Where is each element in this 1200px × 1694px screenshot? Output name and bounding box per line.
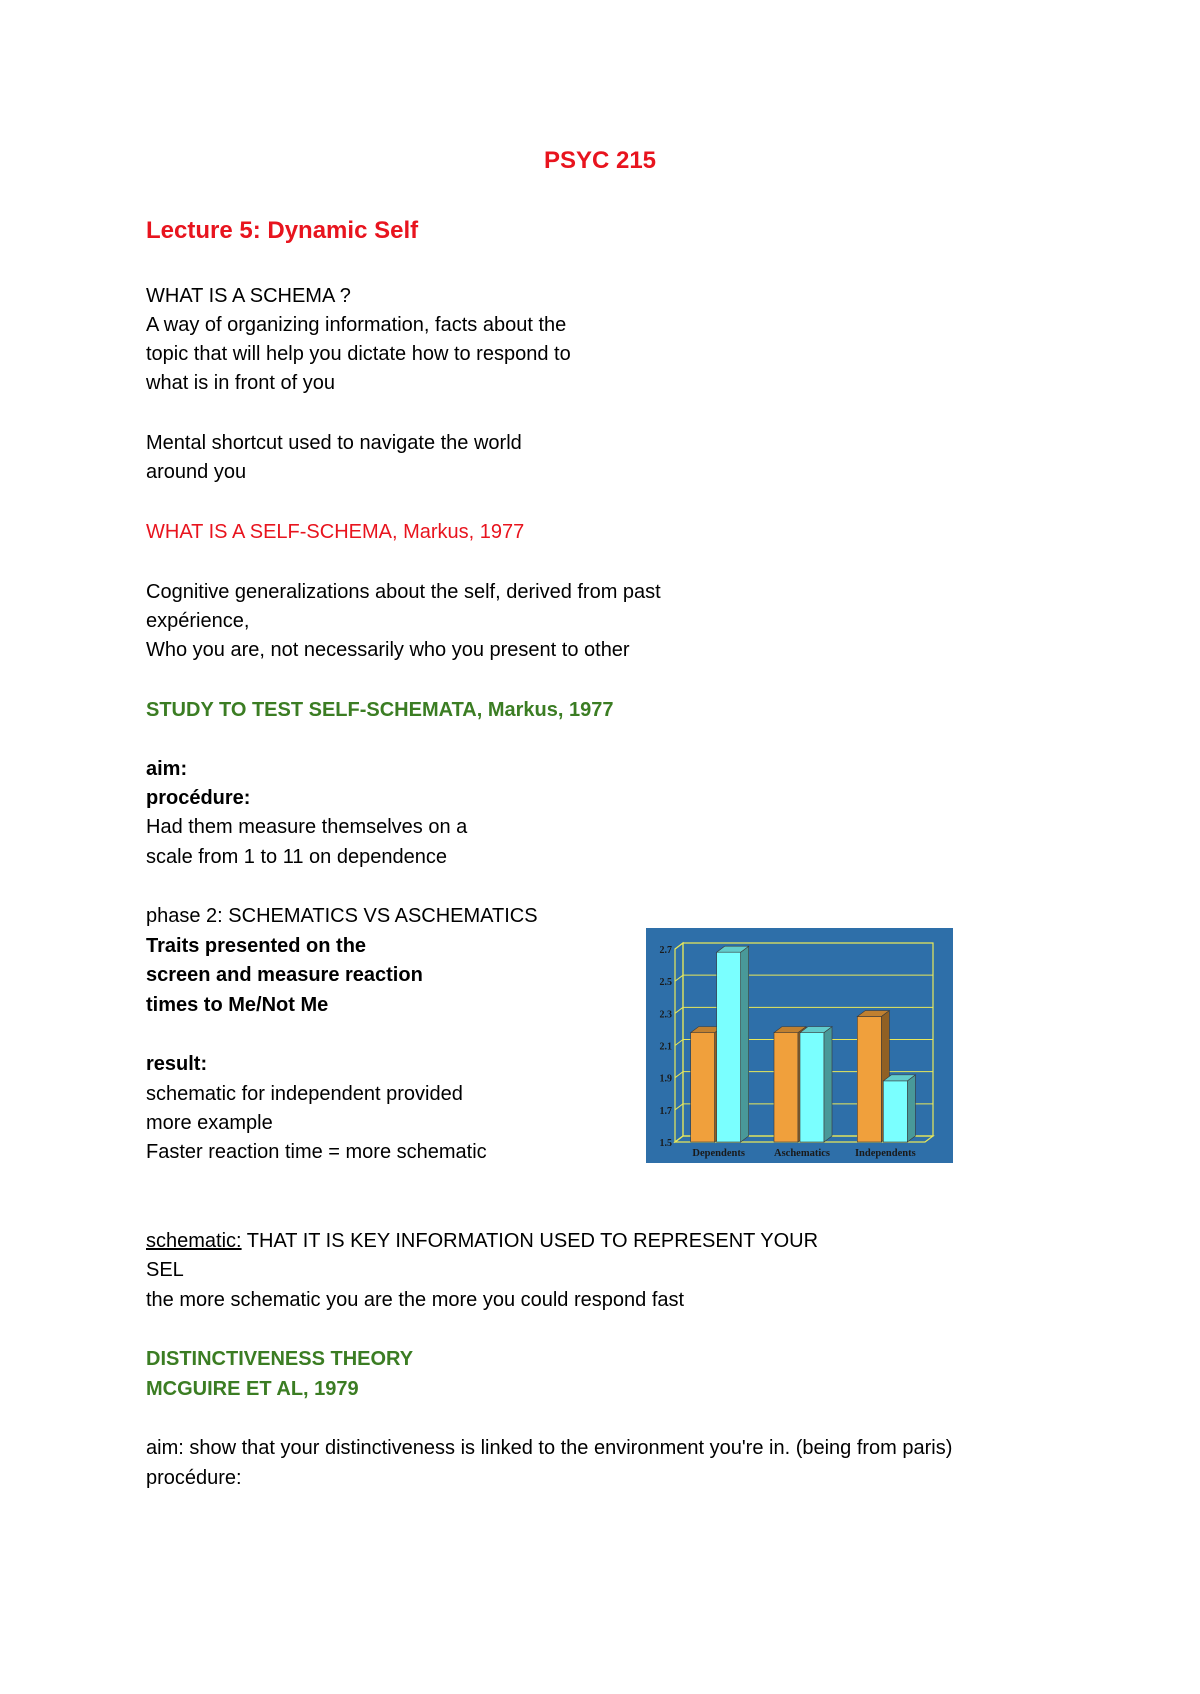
result-line: more example	[146, 1112, 273, 1134]
x-category-label: Aschematics	[774, 1148, 830, 1159]
bar-front-face	[691, 1033, 715, 1142]
schematic-line: the more schematic you are the more you could respond fast	[146, 1289, 685, 1311]
self-schema-line: Who you are, not necessarily who you present to other	[146, 639, 630, 661]
y-tick-label: 2.7	[659, 945, 672, 956]
result-line: schematic for independent provided	[146, 1083, 463, 1105]
bar-side-face	[907, 1075, 915, 1142]
distinctiveness-heading: DISTINCTIVENESS THEORY	[146, 1348, 414, 1370]
bar-side-face	[824, 1027, 832, 1142]
schema-def-line: A way of organizing information, facts about the	[146, 314, 567, 336]
schema-def-line: what is in front of you	[146, 372, 335, 394]
bar	[883, 1075, 915, 1142]
distinctiveness-procedure: procédure:	[146, 1467, 242, 1489]
bar-front-face	[857, 1017, 881, 1142]
self-schema-heading: WHAT IS A SELF-SCHEMA, Markus, 1977	[146, 521, 525, 543]
study-heading: STUDY TO TEST SELF-SCHEMATA, Markus, 1977	[146, 699, 614, 721]
result-label: result:	[146, 1053, 208, 1075]
y-tick-label: 1.7	[659, 1105, 672, 1117]
reaction-time-bar-chart	[646, 928, 953, 1163]
x-category-label: Dependents	[692, 1148, 745, 1159]
aim-label: aim:	[146, 758, 188, 780]
traits-line: Traits presented on the	[146, 935, 367, 957]
phase2-line: phase 2: SCHEMATICS VS ASCHEMATICS	[146, 905, 538, 927]
bar-front-face	[717, 952, 741, 1142]
y-tick-label: 2.5	[659, 977, 672, 989]
self-schema-line: expérience,	[146, 610, 250, 632]
procedure-line: Had them measure themselves on a	[146, 816, 468, 838]
traits-line: times to Me/Not Me	[146, 994, 329, 1016]
bar-front-face	[774, 1033, 798, 1142]
distinctiveness-citation: MCGUIRE ET AL, 1979	[146, 1378, 359, 1400]
y-tick-label: 1.5	[659, 1138, 672, 1149]
shortcut-line: Mental shortcut used to navigate the world	[146, 432, 522, 454]
schematic-term: schematic:	[146, 1230, 242, 1252]
schematic-def: THAT IT IS KEY INFORMATION USED TO REPRESENT YOUR	[241, 1230, 819, 1252]
bar-front-face	[883, 1081, 907, 1142]
bar-side-face	[741, 946, 749, 1142]
schema-heading: WHAT IS A SCHEMA ?	[146, 285, 351, 307]
y-tick-label: 1.9	[659, 1073, 672, 1085]
x-category-label: Independents	[854, 1148, 916, 1159]
distinctiveness-aim: aim: show that your distinctiveness is linked to the environment you're in. (being from paris)	[146, 1437, 953, 1459]
bar-front-face	[800, 1033, 824, 1142]
bar	[800, 1027, 832, 1142]
traits-line: screen and measure reaction	[146, 964, 423, 986]
schematic-def-cont: SEL	[146, 1259, 184, 1281]
y-tick-label: 2.3	[659, 1009, 672, 1021]
shortcut-line: around you	[146, 461, 247, 483]
procedure-label: procédure:	[146, 787, 251, 809]
result-line: Faster reaction time = more schematic	[146, 1141, 487, 1163]
course-title: PSYC 215	[543, 147, 657, 174]
schema-def-line: topic that will help you dictate how to respond to	[146, 343, 571, 365]
y-tick-label: 2.1	[659, 1041, 672, 1053]
lecture-heading: Lecture 5: Dynamic Self	[146, 217, 419, 244]
procedure-line: scale from 1 to 11 on dependence	[146, 846, 447, 868]
schematic-definition	[146, 1229, 818, 1253]
self-schema-line: Cognitive generalizations about the self, derived from past	[146, 581, 661, 603]
bar	[717, 946, 749, 1142]
